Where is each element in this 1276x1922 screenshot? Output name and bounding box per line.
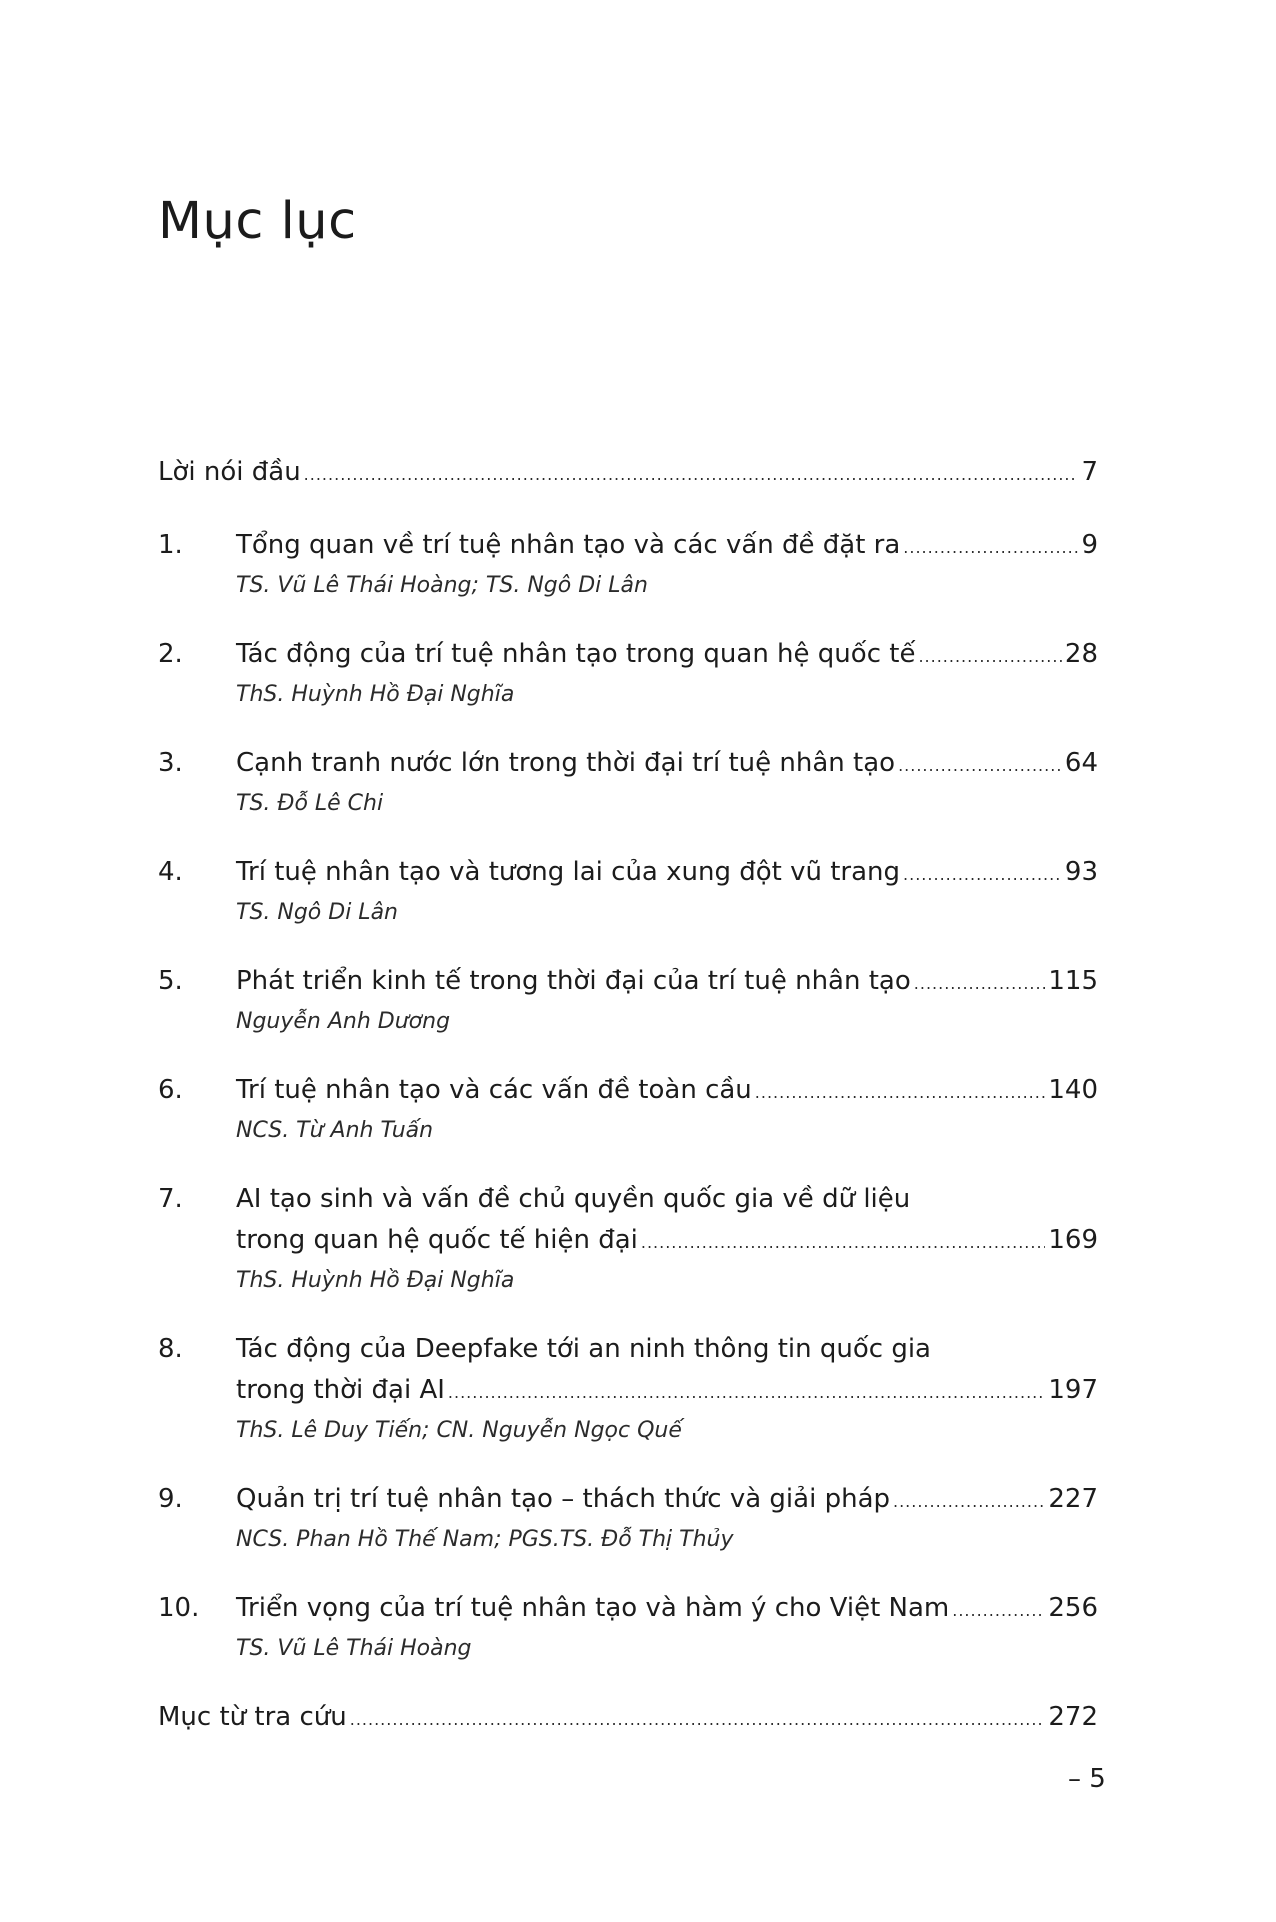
chapter-title: Trí tuệ nhân tạo và các vấn đề toàn cầu	[236, 1075, 752, 1105]
chapter-title: Phát triển kinh tế trong thời đại của trí tuệ nhân tạo	[236, 966, 911, 996]
dot-leader	[350, 1699, 1046, 1740]
chapter-author: ThS. Huỳnh Hồ Đại Nghĩa	[236, 682, 515, 707]
chapter-page: 256	[1048, 1593, 1098, 1623]
chapter-number: 2.	[158, 639, 183, 669]
dot-leader	[898, 745, 1062, 786]
chapter-author: TS. Ngô Di Lân	[236, 900, 398, 925]
dot-leader	[755, 1072, 1046, 1113]
chapter-number: 7.	[158, 1184, 183, 1214]
chapter-page: 9	[1081, 530, 1098, 560]
chapter-author: TS. Đỗ Lê Chi	[236, 791, 384, 816]
toc-chapter-7[interactable]	[158, 1179, 1098, 1299]
chapter-author: NCS. Phan Hồ Thế Nam; PGS.TS. Đỗ Thị Thủy	[236, 1527, 734, 1552]
toc-entry-title: Mục từ tra cứu	[158, 1702, 347, 1732]
table-of-contents	[158, 452, 1098, 1740]
chapter-page: 28	[1064, 639, 1098, 669]
chapter-title: Tác động của trí tuệ nhân tạo trong quan hệ quốc tế	[236, 639, 916, 669]
chapter-author: TS. Vũ Lê Thái Hoàng; TS. Ngô Di Lân	[236, 573, 648, 598]
toc-chapter-6[interactable]	[158, 1070, 1098, 1149]
toc-chapter-3[interactable]	[158, 743, 1098, 822]
chapter-title: trong quan hệ quốc tế hiện đại	[236, 1225, 638, 1255]
toc-chapter-4[interactable]	[158, 852, 1098, 931]
toc-chapter-10[interactable]	[158, 1588, 1098, 1667]
chapter-title-line-1: AI tạo sinh và vấn đề chủ quyền quốc gia về dữ liệu	[236, 1184, 911, 1214]
chapter-page: 64	[1064, 748, 1098, 778]
chapter-page: 115	[1048, 966, 1098, 996]
page-number: – 5	[1068, 1764, 1106, 1794]
toc-chapter-5[interactable]	[158, 961, 1098, 1040]
toc-entry-page: 272	[1048, 1702, 1098, 1732]
toc-entry-page: 7	[1081, 457, 1098, 487]
chapter-page: 169	[1048, 1225, 1098, 1255]
chapter-title: Cạnh tranh nước lớn trong thời đại trí tuệ nhân tạo	[236, 748, 896, 778]
chapter-number: 3.	[158, 748, 183, 778]
chapter-author: NCS. Từ Anh Tuấn	[236, 1118, 434, 1143]
chapter-title: trong thời đại AI	[236, 1375, 445, 1405]
page-title: Mục lục	[158, 192, 357, 251]
chapter-title-line-1: Tác động của Deepfake tới an ninh thông tin quốc gia	[236, 1334, 931, 1364]
dot-leader	[448, 1372, 1045, 1413]
chapter-number: 10.	[158, 1593, 200, 1623]
chapter-number: 9.	[158, 1484, 183, 1514]
dot-leader	[952, 1590, 1045, 1631]
chapter-author: TS. Vũ Lê Thái Hoàng	[236, 1636, 472, 1661]
chapter-author: ThS. Lê Duy Tiến; CN. Nguyễn Ngọc Quế	[236, 1418, 682, 1443]
chapter-number: 5.	[158, 966, 183, 996]
toc-chapter-2[interactable]	[158, 634, 1098, 713]
dot-leader	[903, 527, 1078, 568]
chapter-page: 93	[1064, 857, 1098, 887]
dot-leader	[903, 854, 1062, 895]
chapter-title: Triển vọng của trí tuệ nhân tạo và hàm ý cho Việt Nam	[236, 1593, 950, 1623]
chapter-number: 1.	[158, 530, 183, 560]
dot-leader	[893, 1481, 1045, 1522]
toc-entry-title: Lời nói đầu	[158, 457, 301, 487]
toc-chapter-8[interactable]	[158, 1329, 1098, 1449]
toc-entry-preface[interactable]	[158, 452, 1098, 495]
chapter-number: 6.	[158, 1075, 183, 1105]
chapter-number: 4.	[158, 857, 183, 887]
toc-entry-index[interactable]	[158, 1697, 1098, 1740]
chapter-author: ThS. Huỳnh Hồ Đại Nghĩa	[236, 1268, 515, 1293]
toc-chapter-9[interactable]	[158, 1479, 1098, 1558]
chapter-page: 140	[1048, 1075, 1098, 1105]
chapter-page: 197	[1048, 1375, 1098, 1405]
dot-leader	[641, 1222, 1045, 1263]
chapter-page: 227	[1048, 1484, 1098, 1514]
chapter-title: Tổng quan về trí tuệ nhân tạo và các vấn đề đặt ra	[236, 530, 901, 560]
dot-leader	[304, 454, 1079, 495]
dot-leader	[914, 963, 1046, 1004]
chapter-author: Nguyễn Anh Dương	[236, 1009, 451, 1034]
chapter-title: Quản trị trí tuệ nhân tạo – thách thức và giải pháp	[236, 1484, 890, 1514]
chapter-title: Trí tuệ nhân tạo và tương lai của xung đột vũ trang	[236, 857, 901, 887]
dot-leader	[918, 636, 1061, 677]
toc-chapter-1[interactable]	[158, 525, 1098, 604]
chapter-number: 8.	[158, 1334, 183, 1364]
